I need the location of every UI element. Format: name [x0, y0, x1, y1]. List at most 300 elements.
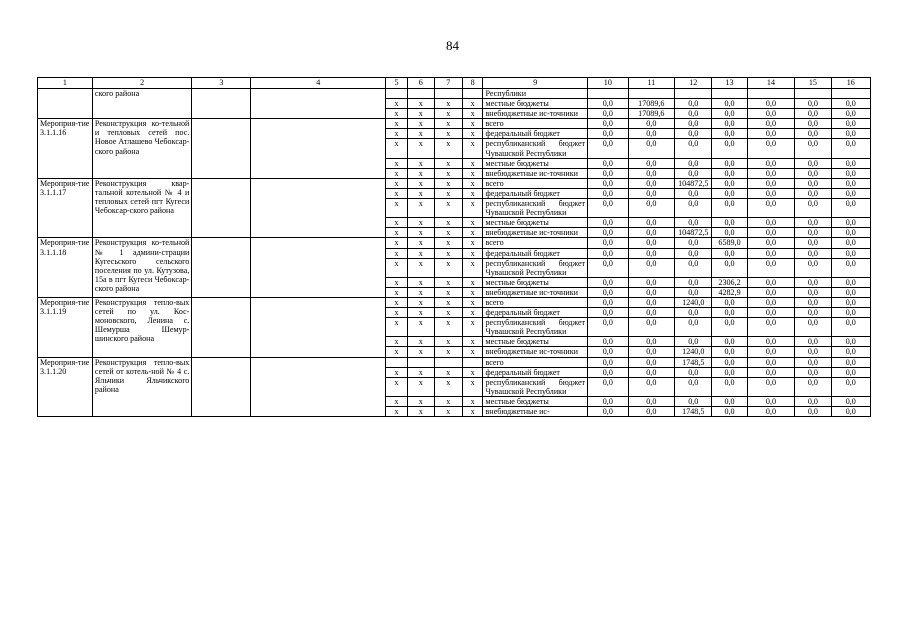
budget-code-cell [434, 357, 462, 367]
responsible-executor [192, 89, 251, 119]
measure-code: Мероприя-тие 3.1.1.20 [38, 357, 93, 417]
amount-cell: 0,0 [831, 308, 870, 318]
budget-code-cell: х [386, 248, 408, 258]
amount-cell: 0,0 [795, 297, 831, 307]
budget-code-cell: х [407, 287, 434, 297]
budget-code-cell: х [407, 228, 434, 238]
amount-cell: 0,0 [628, 347, 675, 357]
amount-cell: 0,0 [831, 129, 870, 139]
amount-cell: 0,0 [628, 337, 675, 347]
amount-cell: 0,0 [712, 119, 747, 129]
amount-cell: 0,0 [831, 318, 870, 337]
responsible-executor [192, 238, 251, 298]
budget-code-cell [386, 357, 408, 367]
amount-cell: 0,0 [628, 357, 675, 367]
funding-source: местные бюджеты [483, 277, 588, 287]
amount-cell: 0,0 [747, 199, 795, 218]
amount-cell: 0,0 [795, 109, 831, 119]
amount-cell: 0,0 [831, 347, 870, 357]
responsible-executor [192, 357, 251, 417]
funding-source: местные бюджеты [483, 158, 588, 168]
column-number-7: 7 [434, 78, 462, 89]
amount-cell: 0,0 [712, 308, 747, 318]
funding-source: республиканский бюджет Чувашской Республики [483, 258, 588, 277]
budget-code-cell: х [386, 347, 408, 357]
amount-cell: 0,0 [795, 178, 831, 188]
funding-source: всего [483, 357, 588, 367]
amount-cell: 0,0 [588, 228, 628, 238]
amount-cell: 0,0 [795, 99, 831, 109]
amount-cell: 0,0 [831, 168, 870, 178]
amount-cell: 0,0 [588, 109, 628, 119]
funding-source: внебюджетные ис-точники [483, 347, 588, 357]
amount-cell: 0,0 [675, 188, 712, 198]
funding-source: республиканский бюджет Чувашской Республики [483, 318, 588, 337]
amount-cell: 0,0 [795, 277, 831, 287]
column-number-12: 12 [675, 78, 712, 89]
amount-cell: 6589,0 [712, 238, 747, 248]
budget-code-cell: х [462, 238, 483, 248]
amount-cell: 0,0 [795, 248, 831, 258]
funding-source: федеральный бюджет [483, 308, 588, 318]
amount-cell: 0,0 [588, 129, 628, 139]
budget-code-cell: х [386, 308, 408, 318]
budget-code-cell [407, 89, 434, 99]
amount-cell: 0,0 [628, 139, 675, 158]
measure-code: Мероприя-тие 3.1.1.17 [38, 178, 93, 238]
budget-code-cell: х [407, 308, 434, 318]
budget-code-cell: х [407, 248, 434, 258]
budget-code-cell: х [434, 188, 462, 198]
target-indicator [251, 119, 386, 179]
amount-cell: 0,0 [628, 158, 675, 168]
budget-code-cell: х [434, 407, 462, 417]
budget-code-cell: х [386, 158, 408, 168]
budget-code-cell: х [386, 238, 408, 248]
budget-code-cell: х [386, 168, 408, 178]
budget-code-cell: х [434, 337, 462, 347]
amount-cell: 1748,5 [675, 407, 712, 417]
amount-cell: 0,0 [831, 258, 870, 277]
amount-cell: 0,0 [628, 407, 675, 417]
amount-cell [675, 89, 712, 99]
table-row [38, 119, 871, 129]
amount-cell: 0,0 [795, 407, 831, 417]
column-number-11: 11 [628, 78, 675, 89]
amount-cell: 0,0 [628, 188, 675, 198]
amount-cell: 0,0 [831, 377, 870, 396]
amount-cell: 0,0 [675, 367, 712, 377]
budget-code-cell: х [462, 277, 483, 287]
amount-cell: 0,0 [712, 297, 747, 307]
budget-code-cell: х [407, 188, 434, 198]
amount-cell: 0,0 [628, 248, 675, 258]
amount-cell: 0,0 [831, 396, 870, 406]
table-row [38, 297, 871, 307]
budget-code-cell: х [407, 258, 434, 277]
budget-code-cell: х [386, 119, 408, 129]
amount-cell: 0,0 [831, 228, 870, 238]
amount-cell: 0,0 [588, 287, 628, 297]
amount-cell: 0,0 [747, 287, 795, 297]
budget-code-cell [462, 89, 483, 99]
budget-code-cell: х [407, 396, 434, 406]
table-row [38, 357, 871, 367]
amount-cell: 0,0 [712, 337, 747, 347]
amount-cell: 0,0 [831, 297, 870, 307]
table-body [38, 78, 871, 417]
funding-source: внебюджетные ис-точники [483, 287, 588, 297]
budget-code-cell: х [462, 318, 483, 337]
column-number-13: 13 [712, 78, 747, 89]
amount-cell: 0,0 [628, 199, 675, 218]
amount-cell: 0,0 [712, 396, 747, 406]
amount-cell: 0,0 [747, 248, 795, 258]
amount-cell: 0,0 [588, 337, 628, 347]
budget-code-cell: х [407, 139, 434, 158]
budget-code-cell: х [462, 347, 483, 357]
budget-code-cell: х [386, 367, 408, 377]
amount-cell: 0,0 [795, 238, 831, 248]
table-row [38, 238, 871, 248]
amount-cell: 0,0 [795, 199, 831, 218]
amount-cell: 0,0 [747, 188, 795, 198]
amount-cell: 0,0 [675, 277, 712, 287]
funding-source: федеральный бюджет [483, 188, 588, 198]
amount-cell [831, 89, 870, 99]
budget-code-cell: х [407, 158, 434, 168]
measure-title: Реконструкция ко-тельной № 1 админи-страции Кугесьского сельского поселения по ул. Кутузова, 15а в пгт Кугеси Чебоксар-ского района [92, 238, 191, 298]
column-number-4: 4 [251, 78, 386, 89]
budget-code-cell: х [462, 99, 483, 109]
budget-code-cell: х [386, 287, 408, 297]
amount-cell: 0,0 [588, 258, 628, 277]
funding-source: местные бюджеты [483, 337, 588, 347]
amount-cell: 0,0 [747, 337, 795, 347]
budget-code-cell: х [407, 377, 434, 396]
amount-cell: 17089,6 [628, 99, 675, 109]
funding-source: всего [483, 238, 588, 248]
amount-cell: 0,0 [831, 119, 870, 129]
column-number-1: 1 [38, 78, 93, 89]
amount-cell: 1240,0 [675, 297, 712, 307]
amount-cell: 0,0 [588, 178, 628, 188]
funding-source: местные бюджеты [483, 396, 588, 406]
budget-code-cell: х [407, 318, 434, 337]
amount-cell: 0,0 [588, 308, 628, 318]
budget-code-cell: х [386, 228, 408, 238]
amount-cell [712, 89, 747, 99]
amount-cell: 0,0 [712, 318, 747, 337]
budget-code-cell: х [462, 258, 483, 277]
budget-code-cell: х [462, 297, 483, 307]
amount-cell: 0,0 [747, 347, 795, 357]
responsible-executor [192, 297, 251, 357]
amount-cell: 0,0 [795, 377, 831, 396]
budget-code-cell: х [407, 129, 434, 139]
budget-code-cell: х [434, 228, 462, 238]
budget-code-cell: х [434, 168, 462, 178]
amount-cell: 0,0 [747, 109, 795, 119]
budget-code-cell: х [434, 287, 462, 297]
budget-code-cell: х [462, 407, 483, 417]
amount-cell: 0,0 [588, 277, 628, 287]
amount-cell: 0,0 [795, 228, 831, 238]
page-number: 84 [446, 38, 459, 53]
amount-cell: 0,0 [675, 199, 712, 218]
measure-code [38, 89, 93, 119]
budget-code-cell: х [386, 396, 408, 406]
amount-cell: 0,0 [588, 119, 628, 129]
funding-source: республиканский бюджет Чувашской Республики [483, 377, 588, 396]
amount-cell: 17089,6 [628, 109, 675, 119]
funding-source: внебюджетные ис-точники [483, 168, 588, 178]
amount-cell: 0,0 [795, 218, 831, 228]
amount-cell [795, 89, 831, 99]
amount-cell: 0,0 [588, 218, 628, 228]
budget-code-cell: х [434, 218, 462, 228]
amount-cell: 0,0 [628, 238, 675, 248]
amount-cell: 0,0 [712, 407, 747, 417]
budget-code-cell: х [386, 377, 408, 396]
budget-code-cell: х [386, 199, 408, 218]
budget-code-cell: х [407, 119, 434, 129]
amount-cell: 0,0 [831, 287, 870, 297]
budget-code-cell: х [434, 367, 462, 377]
amount-cell: 0,0 [712, 347, 747, 357]
budget-code-cell: х [407, 109, 434, 119]
amount-cell: 0,0 [747, 396, 795, 406]
budget-code-cell: х [407, 238, 434, 248]
amount-cell: 0,0 [831, 99, 870, 109]
amount-cell: 0,0 [712, 188, 747, 198]
budget-code-cell: х [434, 258, 462, 277]
amount-cell: 0,0 [588, 396, 628, 406]
funding-source: всего [483, 119, 588, 129]
amount-cell: 0,0 [747, 277, 795, 287]
amount-cell: 0,0 [675, 396, 712, 406]
budget-code-cell: х [434, 139, 462, 158]
budget-code-cell: х [407, 297, 434, 307]
amount-cell: 0,0 [795, 396, 831, 406]
amount-cell: 0,0 [831, 277, 870, 287]
budget-code-cell: х [434, 238, 462, 248]
budget-code-cell: х [386, 407, 408, 417]
budget-code-cell: х [462, 168, 483, 178]
amount-cell: 0,0 [795, 337, 831, 347]
funding-source: внебюджетные ис-точники [483, 109, 588, 119]
amount-cell: 0,0 [675, 248, 712, 258]
amount-cell: 0,0 [712, 367, 747, 377]
amount-cell: 0,0 [588, 357, 628, 367]
budget-code-cell: х [386, 277, 408, 287]
amount-cell: 0,0 [675, 318, 712, 337]
funding-source: федеральный бюджет [483, 367, 588, 377]
amount-cell: 0,0 [588, 199, 628, 218]
measure-title: Реконструкция ко-тельной и тепловых сетей пос. Новое Атлашево Чебоксар-ского района [92, 119, 191, 179]
amount-cell: 0,0 [675, 99, 712, 109]
amount-cell: 0,0 [831, 188, 870, 198]
table-row [38, 178, 871, 188]
amount-cell: 0,0 [628, 277, 675, 287]
amount-cell: 0,0 [747, 357, 795, 367]
budget-code-cell: х [462, 199, 483, 218]
amount-cell: 0,0 [795, 129, 831, 139]
amount-cell: 0,0 [747, 99, 795, 109]
amount-cell: 0,0 [628, 119, 675, 129]
budget-code-cell: х [386, 188, 408, 198]
amount-cell: 0,0 [747, 139, 795, 158]
budget-code-cell: х [434, 199, 462, 218]
budget-code-cell: х [407, 178, 434, 188]
amount-cell: 0,0 [588, 367, 628, 377]
amount-cell: 0,0 [795, 139, 831, 158]
amount-cell: 0,0 [831, 109, 870, 119]
column-number-6: 6 [407, 78, 434, 89]
amount-cell: 0,0 [628, 367, 675, 377]
amount-cell: 0,0 [675, 109, 712, 119]
budget-code-cell [386, 89, 408, 99]
measure-title: Реконструкция тепло-вых сетей по ул. Кос-моновского, Ленина с. Шемурша Шемур-шинского района [92, 297, 191, 357]
measure-title: Реконструкция квар-тальной котельной № 4 и тепловых сетей пгт Кугеси Чебоксар-ского района [92, 178, 191, 238]
target-indicator [251, 238, 386, 298]
amount-cell: 0,0 [675, 238, 712, 248]
amount-cell: 0,0 [831, 337, 870, 347]
amount-cell: 0,0 [712, 218, 747, 228]
column-number-15: 15 [795, 78, 831, 89]
column-number-2: 2 [92, 78, 191, 89]
budget-code-cell: х [434, 248, 462, 258]
funding-source: республиканский бюджет Чувашской Республики [483, 199, 588, 218]
amount-cell: 0,0 [747, 258, 795, 277]
amount-cell: 0,0 [675, 377, 712, 396]
amount-cell: 0,0 [628, 258, 675, 277]
budget-code-cell: х [462, 337, 483, 347]
budget-code-cell [434, 89, 462, 99]
amount-cell: 0,0 [831, 357, 870, 367]
table-row [38, 89, 871, 99]
measure-title: ского района [92, 89, 191, 119]
funding-source: федеральный бюджет [483, 129, 588, 139]
budget-code-cell: х [434, 308, 462, 318]
amount-cell: 0,0 [712, 99, 747, 109]
amount-cell: 0,0 [628, 377, 675, 396]
amount-cell: 2306,2 [712, 277, 747, 287]
amount-cell: 0,0 [628, 168, 675, 178]
budget-code-cell: х [434, 119, 462, 129]
budget-code-cell: х [462, 158, 483, 168]
budget-code-cell: х [462, 188, 483, 198]
amount-cell: 0,0 [675, 119, 712, 129]
budget-code-cell: х [434, 109, 462, 119]
budget-code-cell: х [462, 119, 483, 129]
column-number-14: 14 [747, 78, 795, 89]
amount-cell: 0,0 [795, 119, 831, 129]
amount-cell: 0,0 [588, 407, 628, 417]
budget-code-cell: х [386, 99, 408, 109]
amount-cell: 0,0 [628, 318, 675, 337]
amount-cell: 0,0 [588, 139, 628, 158]
column-number-row [38, 78, 871, 89]
amount-cell [747, 89, 795, 99]
amount-cell: 0,0 [831, 367, 870, 377]
budget-code-cell: х [434, 158, 462, 168]
column-number-3: 3 [192, 78, 251, 89]
amount-cell: 0,0 [628, 396, 675, 406]
budget-code-cell: х [407, 168, 434, 178]
amount-cell [588, 89, 628, 99]
budget-code-cell: х [462, 377, 483, 396]
amount-cell: 0,0 [628, 218, 675, 228]
target-indicator [251, 297, 386, 357]
amount-cell: 0,0 [675, 158, 712, 168]
measure-code: Мероприя-тие 3.1.1.16 [38, 119, 93, 179]
funding-source: всего [483, 178, 588, 188]
amount-cell: 0,0 [675, 218, 712, 228]
amount-cell: 0,0 [747, 129, 795, 139]
amount-cell: 0,0 [831, 139, 870, 158]
budget-code-cell: х [407, 337, 434, 347]
budget-code-cell: х [386, 297, 408, 307]
amount-cell: 104872,5 [675, 178, 712, 188]
budget-code-cell: х [462, 109, 483, 119]
amount-cell: 0,0 [588, 99, 628, 109]
column-number-10: 10 [588, 78, 628, 89]
amount-cell: 1240,0 [675, 347, 712, 357]
amount-cell: 0,0 [747, 178, 795, 188]
funding-source: местные бюджеты [483, 218, 588, 228]
amount-cell: 0,0 [747, 238, 795, 248]
amount-cell: 0,0 [795, 168, 831, 178]
amount-cell: 0,0 [831, 199, 870, 218]
amount-cell: 0,0 [675, 168, 712, 178]
budget-code-cell: х [386, 258, 408, 277]
budget-code-cell: х [434, 318, 462, 337]
amount-cell: 0,0 [712, 178, 747, 188]
amount-cell: 0,0 [747, 168, 795, 178]
budget-code-cell: х [386, 109, 408, 119]
amount-cell: 0,0 [747, 158, 795, 168]
budget-code-cell: х [462, 129, 483, 139]
amount-cell: 0,0 [795, 347, 831, 357]
budget-code-cell: х [462, 287, 483, 297]
target-indicator [251, 178, 386, 238]
budget-code-cell: х [434, 396, 462, 406]
budget-code-cell: х [462, 218, 483, 228]
budget-code-cell: х [434, 99, 462, 109]
amount-cell: 0,0 [588, 168, 628, 178]
amount-cell: 0,0 [588, 318, 628, 337]
budget-code-cell [462, 357, 483, 367]
amount-cell: 0,0 [712, 228, 747, 238]
amount-cell: 0,0 [588, 188, 628, 198]
amount-cell: 0,0 [795, 308, 831, 318]
budget-code-cell: х [386, 139, 408, 158]
amount-cell: 0,0 [588, 238, 628, 248]
amount-cell: 0,0 [712, 357, 747, 367]
column-number-5: 5 [386, 78, 408, 89]
amount-cell: 0,0 [712, 199, 747, 218]
amount-cell: 0,0 [628, 308, 675, 318]
amount-cell: 0,0 [747, 228, 795, 238]
amount-cell: 0,0 [675, 337, 712, 347]
amount-cell: 0,0 [712, 109, 747, 119]
amount-cell: 0,0 [588, 377, 628, 396]
amount-cell: 0,0 [675, 308, 712, 318]
funding-source: республиканский бюджет Чувашской Республики [483, 139, 588, 158]
responsible-executor [192, 119, 251, 179]
amount-cell: 0,0 [747, 297, 795, 307]
